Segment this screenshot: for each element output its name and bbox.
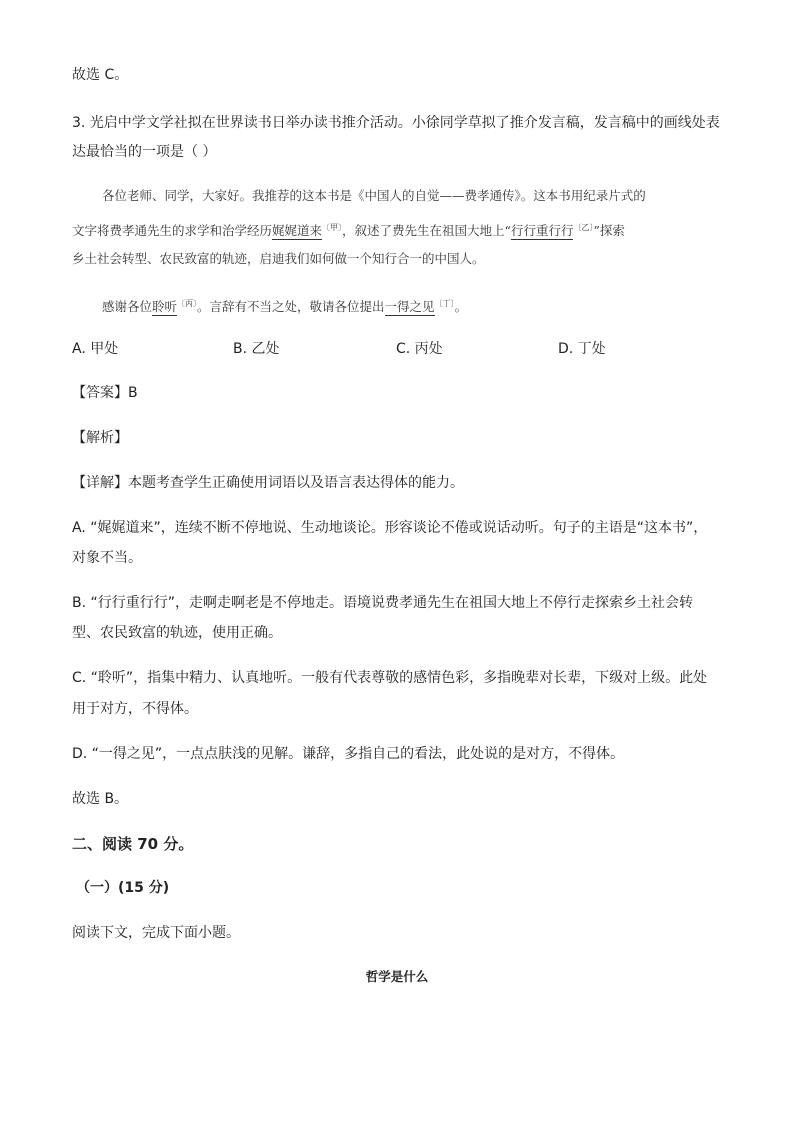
reading-instruction: 阅读下文，完成下面小题。 [72,925,240,941]
option-d: D. 丁处 [558,341,606,357]
underlined-phrase-ding: 一得之见 [384,299,435,314]
explanation-c-line-2: 用于对方，不得体。 [72,701,198,717]
passage-text: 。言辞有不当之处，敬请各位提出 [197,299,385,314]
detail-label: 【详解】 [72,475,128,491]
question-stem-line-2: 达最恰当的一项是（ ） [72,144,217,160]
passage-text: 。 [454,299,468,314]
underlined-phrase-yi: 行行重行行 [510,223,574,238]
explanation-b-line-1: B. “行行重行行”，走啊走啊老是不停地走。语境说费孝通先生在祖国大地上不停行走探索乡土社会转 [72,595,694,611]
passage-text: ，叙述了费先生在祖国大地上“ [342,223,511,238]
article-title: 哲学是什么 [365,969,429,984]
explanation-d-line-1: D. “一得之见”，一点点肤浅的见解。谦辞，多指自己的看法，此处说的是对方，不得体。 [72,746,625,762]
conclusion: 故选 B。 [72,791,129,807]
analysis-label: 【解析】 [72,430,128,446]
option-a: A. 甲处 [72,341,119,357]
section-heading: 二、阅读 70 分。 [72,835,194,853]
explanation-c-line-1: C. “聆听”，指集中精力、认真地听。一般有代表尊敬的感情色彩，多指晚辈对长辈，下级对上级。此处 [72,670,708,686]
option-c: C. 丙处 [396,341,443,357]
answer-label: 【答案】 [72,385,128,401]
marker-ding: 〔丁〕 [434,299,455,308]
question-stem-line-1: 3. 光启中学文学社拟在世界读书日举办读书推介活动。小徐同学草拟了推介发言稿，发言稿中的画线处表 [72,115,720,131]
section-sub-heading: （一）(15 分) [76,880,170,896]
explanation-a-line-2: 对象不当。 [72,550,142,566]
answer-value: B [128,385,138,401]
marker-jia: 〔甲〕 [322,223,343,232]
answer-line [72,383,138,403]
marker-bing: 〔丙〕 [177,299,198,308]
marker-yi: 〔乙〕 [573,223,594,232]
passage-line-1: 各位老师、同学，大家好。我推荐的这本书是《中国人的自觉——费孝通传》。这本书用纪录片式的 [102,188,646,203]
underlined-phrase-jia: 娓娓道来 [272,223,323,238]
detail-text: 本题考查学生正确使用词语以及语言表达得体的能力。 [128,475,464,491]
underlined-phrase-bing: 聆听 [152,299,178,314]
previous-conclusion: 故选 C。 [72,67,129,83]
explanation-a-line-1: A. “娓娓道来”，连续不断不停地说、生动地谈论。形容谈论不倦或说话动听。句子的主语是“这本书”， [72,520,708,536]
passage-text: ”探索 [593,223,625,238]
passage-text: 文字将费孝通先生的求学和治学经历 [72,223,273,238]
option-b: B. 乙处 [233,341,280,357]
passage-line-4 [102,295,467,316]
explanation-b-line-2: 型、农民致富的轨迹，使用正确。 [72,625,282,641]
passage-line-3: 乡土社会转型、农民致富的轨迹，启迪我们如何做一个知行合一的中国人。 [72,251,485,266]
passage-text: 感谢各位 [102,299,153,314]
passage-line-2 [72,219,625,240]
detail-line [72,473,464,493]
